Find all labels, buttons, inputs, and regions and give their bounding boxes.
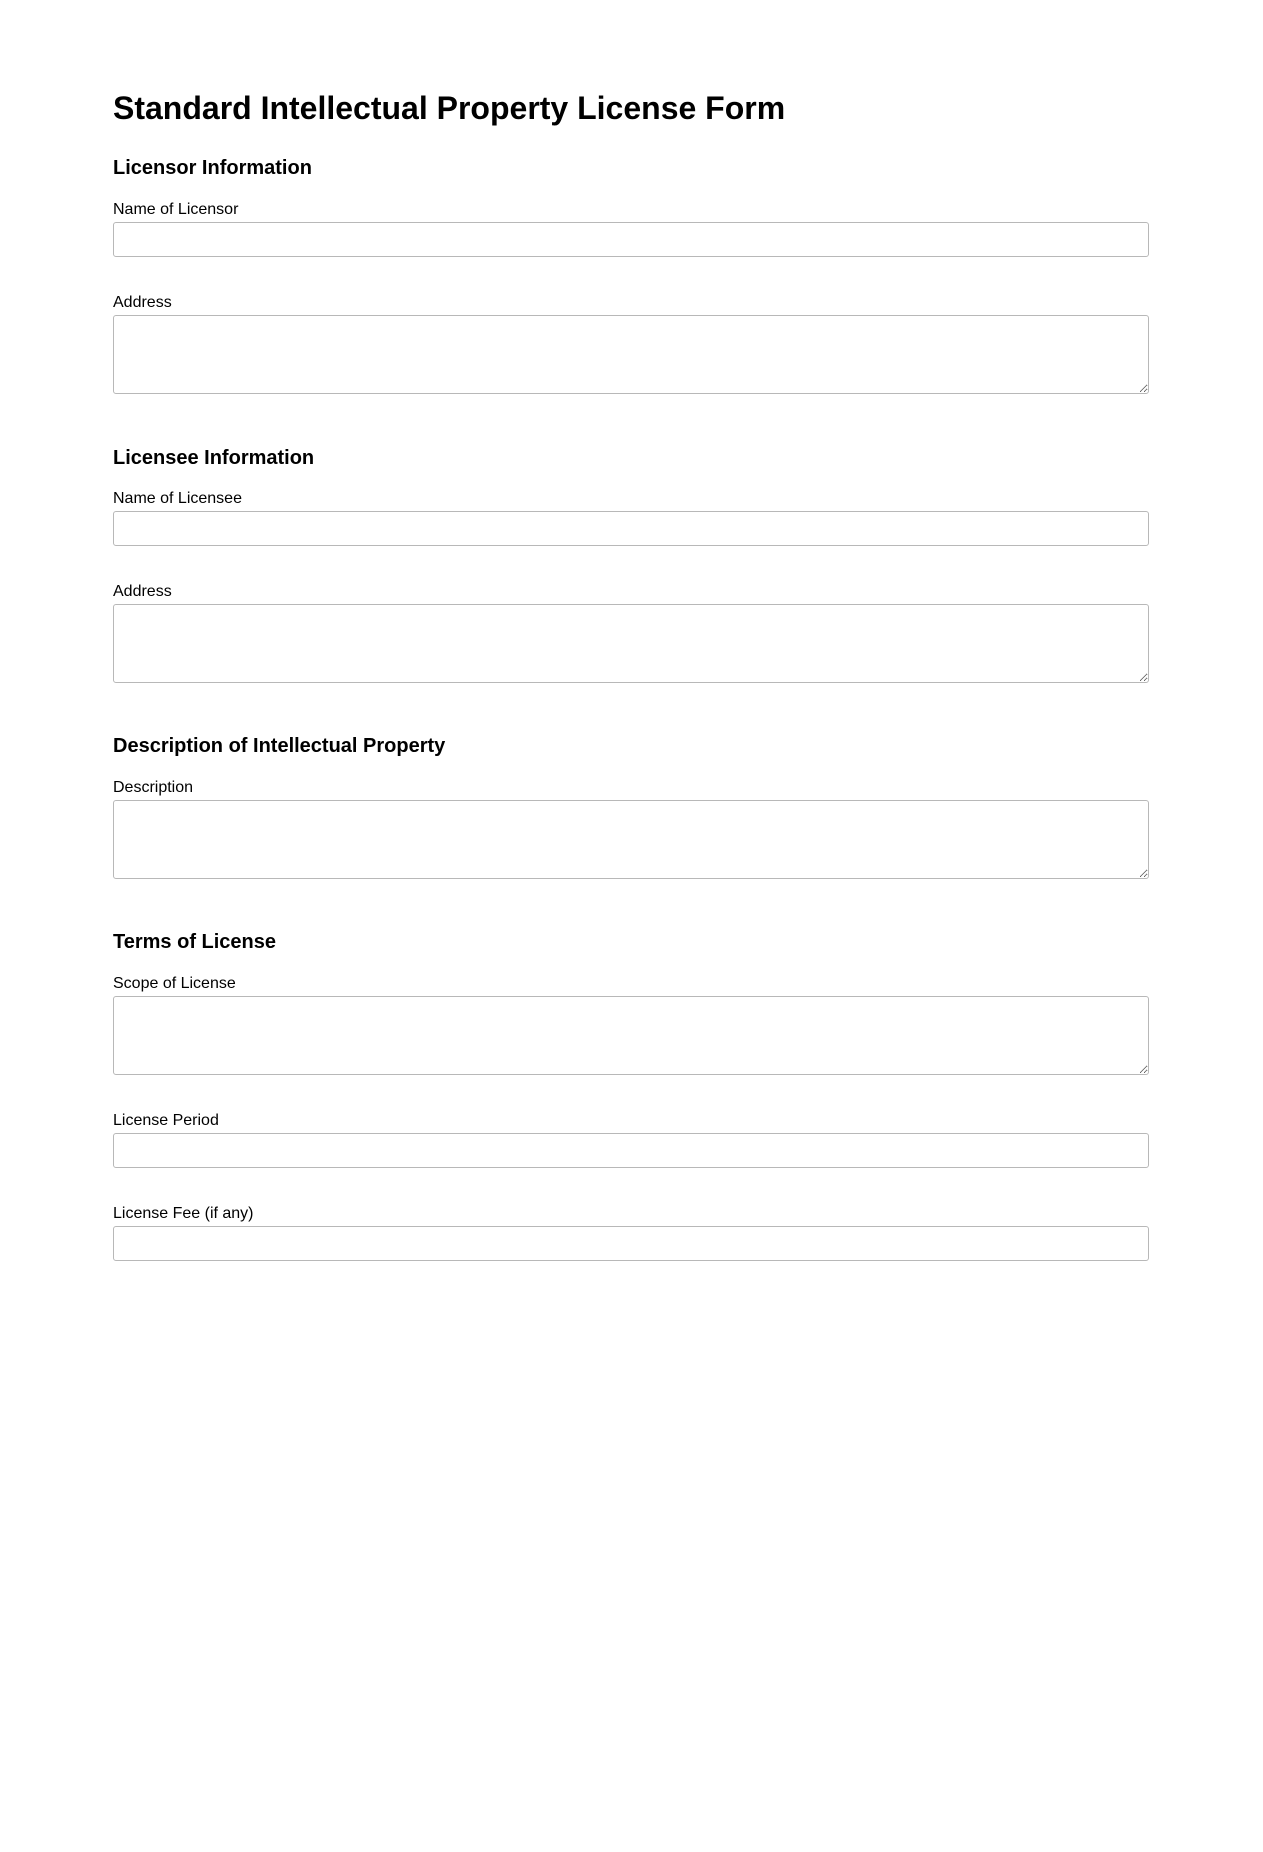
license-period-input[interactable] [113, 1133, 1149, 1168]
licensor-heading: Licensor Information [113, 157, 312, 179]
ip-description-textarea[interactable] [113, 800, 1149, 879]
license-fee-input[interactable] [113, 1226, 1149, 1261]
licensor-name-label: Name of Licensor [113, 201, 239, 218]
ip-description-heading: Description of Intellectual Property [113, 735, 446, 757]
licensee-name-input[interactable] [113, 511, 1149, 546]
licensee-heading: Licensee Information [113, 447, 315, 469]
licensee-address-label: Address [113, 583, 172, 600]
licensee-address-textarea[interactable] [113, 604, 1149, 683]
licensor-address-textarea[interactable] [113, 315, 1149, 394]
terms-heading: Terms of License [113, 931, 277, 953]
license-scope-label: Scope of License [113, 975, 236, 992]
license-scope-textarea[interactable] [113, 996, 1149, 1075]
license-fee-label: License Fee (if any) [113, 1205, 254, 1222]
licensor-name-input[interactable] [113, 222, 1149, 257]
license-period-label: License Period [113, 1112, 219, 1129]
page-title: Standard Intellectual Property License Form [113, 90, 786, 126]
ip-description-label: Description [113, 779, 194, 796]
licensee-name-label: Name of Licensee [113, 490, 242, 507]
licensor-address-label: Address [113, 294, 172, 311]
